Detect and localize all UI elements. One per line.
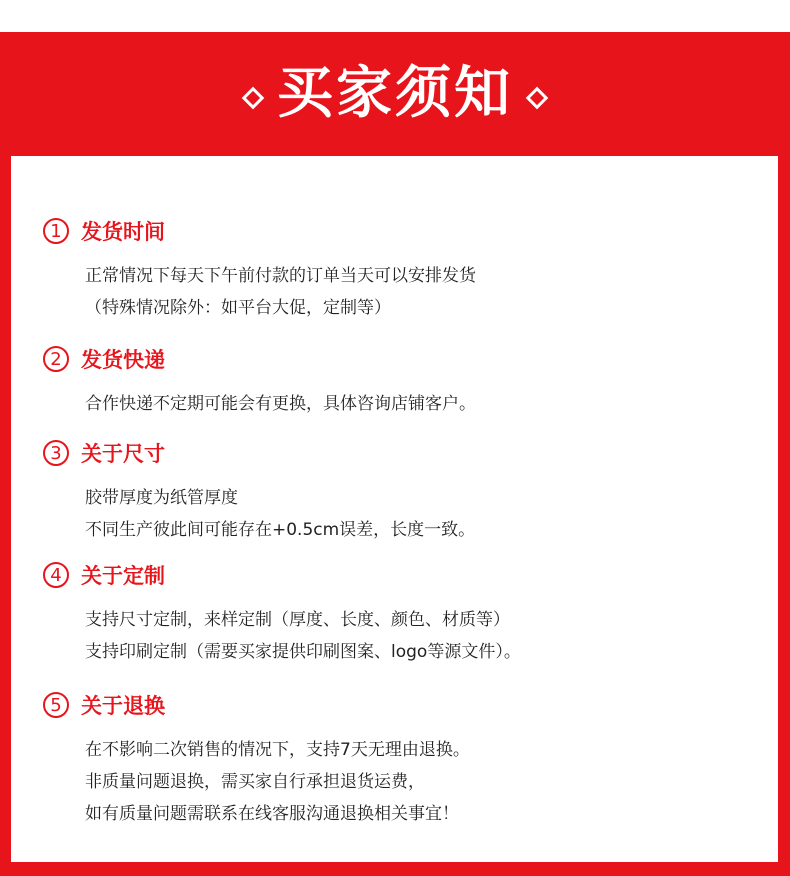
page-title: 买家须知 — [277, 61, 513, 126]
body-line: 支持尺寸定制，来样定制（厚度、长度、颜色、材质等） — [85, 610, 510, 630]
section-title: 关于定制 — [81, 564, 165, 588]
body-line: （特殊情况除外：如平台大促，定制等） — [85, 298, 391, 318]
section-title: 发货时间 — [81, 220, 165, 244]
number-circle-icon: 2 — [43, 346, 69, 372]
body-line: 不同生产彼此间可能存在+0.5cm误差，长度一致。 — [85, 520, 476, 540]
section-size — [43, 438, 763, 546]
diamond-right-icon — [526, 87, 549, 110]
section-body — [85, 604, 763, 668]
body-line: 正常情况下每天下午前付款的订单当天可以安排发货 — [85, 266, 476, 286]
section-returns — [43, 690, 763, 830]
body-line: 合作快递不定期可能会有更换，具体咨询店铺客户。 — [85, 394, 476, 414]
section-courier — [43, 344, 763, 420]
notice-panel — [11, 156, 778, 862]
section-shipping-time — [43, 216, 763, 324]
diamond-left-icon — [242, 87, 265, 110]
body-line: 支持印刷定制（需要买家提供印刷图案、logo等源文件）。 — [85, 642, 521, 662]
section-customization — [43, 560, 763, 668]
number-circle-icon: 1 — [43, 218, 69, 244]
section-header — [43, 690, 763, 720]
body-line: 非质量问题退换，需买家自行承担退货运费， — [85, 772, 425, 792]
section-title: 发货快递 — [81, 348, 165, 372]
number-circle-icon: 4 — [43, 562, 69, 588]
header — [0, 32, 790, 156]
section-header — [43, 344, 763, 374]
section-title: 关于尺寸 — [81, 442, 165, 466]
section-header — [43, 560, 763, 590]
section-body — [85, 482, 763, 546]
number-circle-icon: 5 — [43, 692, 69, 718]
body-line: 如有质量问题需联系在线客服沟通退换相关事宜！ — [85, 804, 459, 824]
body-line: 在不影响二次销售的情况下，支持7天无理由退换。 — [85, 740, 470, 760]
section-body — [85, 260, 763, 324]
section-header — [43, 216, 763, 246]
section-body — [85, 388, 763, 420]
section-title: 关于退换 — [81, 694, 165, 718]
section-body — [85, 734, 763, 830]
body-line: 胶带厚度为纸管厚度 — [85, 488, 238, 508]
number-circle-icon: 3 — [43, 440, 69, 466]
section-header — [43, 438, 763, 468]
